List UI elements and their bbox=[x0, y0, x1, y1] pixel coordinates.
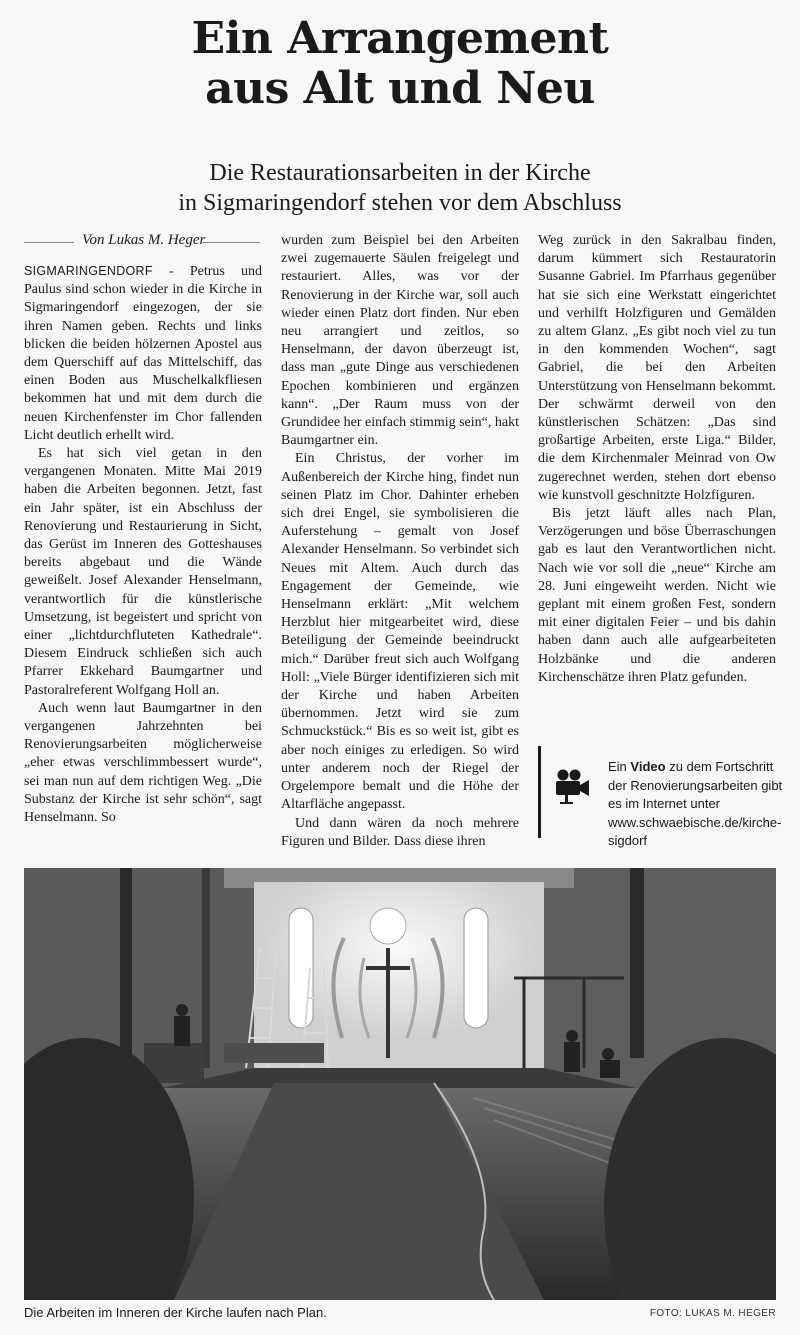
headline-line-1: Ein Arrangement bbox=[191, 13, 609, 64]
byline-rule-left bbox=[24, 242, 74, 243]
church-interior-photo bbox=[24, 868, 776, 1300]
subheadline-line-1: Die Restaurationsarbeiten in der Kirche bbox=[209, 160, 591, 186]
paragraph: Auch wenn laut Baumgartner in den vergangenen Jahrzehnten bei Renovierungsarbeiten möglicherweise „eher etwas verschlimmbessert wurde“, sei man nun auf dem richtigen Weg. „Die Substanz der Kirche ist sehr schön“, sagt Henselmann. So bbox=[24, 700, 262, 826]
video-camera-icon bbox=[552, 766, 592, 806]
info-text-post: zu dem Fortschritt der Renovierungsarbeiten gibt es im Internet unter www.schwaebische.de/kirche-sigdorf bbox=[608, 759, 783, 848]
subheadline-line-2: in Sigmaringendorf stehen vor dem Abschluss bbox=[178, 190, 622, 216]
paragraph: Es hat sich viel getan in den vergangenen Monaten. Mitte Mai 2019 haben die Arbeiten begonnen. Jetzt, fast ein Jahr später, ist ein Abschluss der Renovierung und Restaurierung in Sicht, das Gerüst im Inneren des Gotteshauses bereits abgebaut und die Wände geweißelt. Josef Alexander Henselmann, verantwortlich für die künstlerische Umsetzung, ist begeistert und spricht von einer „lichtdurchfluteten Kathedrale“. Diesem Eindruck schließen sich auch Pfarrer Ekkehard Baumgartner und Pastoralreferent Wolfgang Holl an. bbox=[24, 446, 262, 698]
info-box-bar bbox=[538, 746, 541, 838]
info-box-text bbox=[608, 758, 783, 851]
dateline: SIGMARINGENDORF bbox=[24, 264, 153, 278]
paragraph: wurden zum Beispiel bei den Arbeiten zwei zugemauerte Säulen freigelegt und restauriert. Alles, was vor der Renovierung in der Kirche war, soll auch wieder einen Platz dort finden. Nur eben neu arrangiert und zeitlos, so Henselmann, der davon überzeugt ist, dass man „gute Dinge aus verschiedenen Epochen kombinieren und ergänzen kann“. „Der Raum muss von der Grundidee her einfach stimmig sein“, hakt Baumgartner ein. bbox=[281, 233, 519, 449]
article-column-3 bbox=[538, 232, 776, 687]
byline-rule-right bbox=[202, 242, 260, 243]
info-text-bold: Video bbox=[630, 759, 666, 774]
paragraph: Weg zurück in den Sakralbau finden, darum kümmert sich Restauratorin Susanne Gabriel. Im Pfarrhaus gegenüber hat sie sich eine Werkstatt eingerichtet und verhilft Holzfiguren und Gemälden zu altem Glanz. „Es gibt noch viel zu tun in den kommenden Wochen“, sagt Gabriel, die bei den Arbeiten Unterstützung von Henselmann bekommt. Der schwärmt derweil von den künstlerischen Schätzen: „Das sind großartige Arbeiten, erste Liga.“ Bilder, die dem Kirchenmaler Meinrad von Ow zugerechnet werden, stehen dort ebenso wie kunstvoll geschnitzte Holzfiguren. bbox=[538, 233, 776, 503]
info-text-pre: Ein bbox=[608, 759, 631, 774]
photo-credit: FOTO: LUKAS M. HEGER bbox=[649, 1308, 776, 1319]
subheadline bbox=[0, 158, 800, 218]
paragraph: Und dann wären da noch mehrere Figuren und Bilder. Dass diese ihren bbox=[281, 815, 519, 849]
paragraph: Ein Christus, der vorher im Außenbereich der Kirche hing, findet nun seinen Platz im Chor. Dahinter erheben sich drei Engel, sie symbolisieren die Auferstehung – gemalt von Josef Alexander Henselmann. So verbindet sich Neues mit Altem. Auch durch das Engagement der Gemeinde, wie Henselmann erklärt: „Mit welchem Herzblut hier mitgearbeitet wird, diese Beteiligung der Gemeinde beeindruckt mich.“ Darüber freut sich auch Wolfgang Holl: „Viele Bürger identifizieren sich mit der Kirche und haben Arbeiten übernommen. Jetzt wird sie zum Schmuckstück.“ Bis es so weit ist, gibt es aber noch einiges zu erledigen. So wird unter anderem noch der Riegel der Orgelempore bemalt und die Höhe der Altarfläche angepasst. bbox=[281, 451, 519, 813]
headline bbox=[0, 14, 800, 114]
headline-line-2: aus Alt und Neu bbox=[205, 63, 595, 114]
byline: Von Lukas M. Heger bbox=[82, 232, 206, 248]
video-info-box bbox=[538, 746, 783, 848]
photo-caption: Die Arbeiten im Inneren der Kirche laufen nach Plan. bbox=[24, 1305, 327, 1320]
article-column-2 bbox=[281, 232, 519, 851]
paragraph-text: - Petrus und Paulus sind schon wieder in die Kirche in Sigmaringendorf eingezogen, der sie ihren Namen geben. Rechts und links blicken die beiden hölzernen Apostel aus dem Querschiff auf das Mittelschiff, das einen Boden aus Muschelkalkfliesen bekommen hat und mit dem durch die neuen Kirchenfenster im Chor fallenden Licht deutlich erhellt wird. bbox=[24, 264, 262, 443]
article-column-1 bbox=[24, 262, 262, 827]
paragraph bbox=[24, 262, 262, 445]
paragraph: Bis jetzt läuft alles nach Plan, Verzögerungen und böse Überraschungen gab es laut den Verantwortlichen nicht. Nach wie vor soll die „neue“ Kirche am 28. Juni eingeweiht werden. Nicht wie geplant mit einem großen Fest, sondern mit einer digitalen Feier – und bis dahin haben dann auch alle aufgearbeiteten Holzbänke und die anderen Kirchenschätze ihren Platz gefunden. bbox=[538, 506, 776, 685]
